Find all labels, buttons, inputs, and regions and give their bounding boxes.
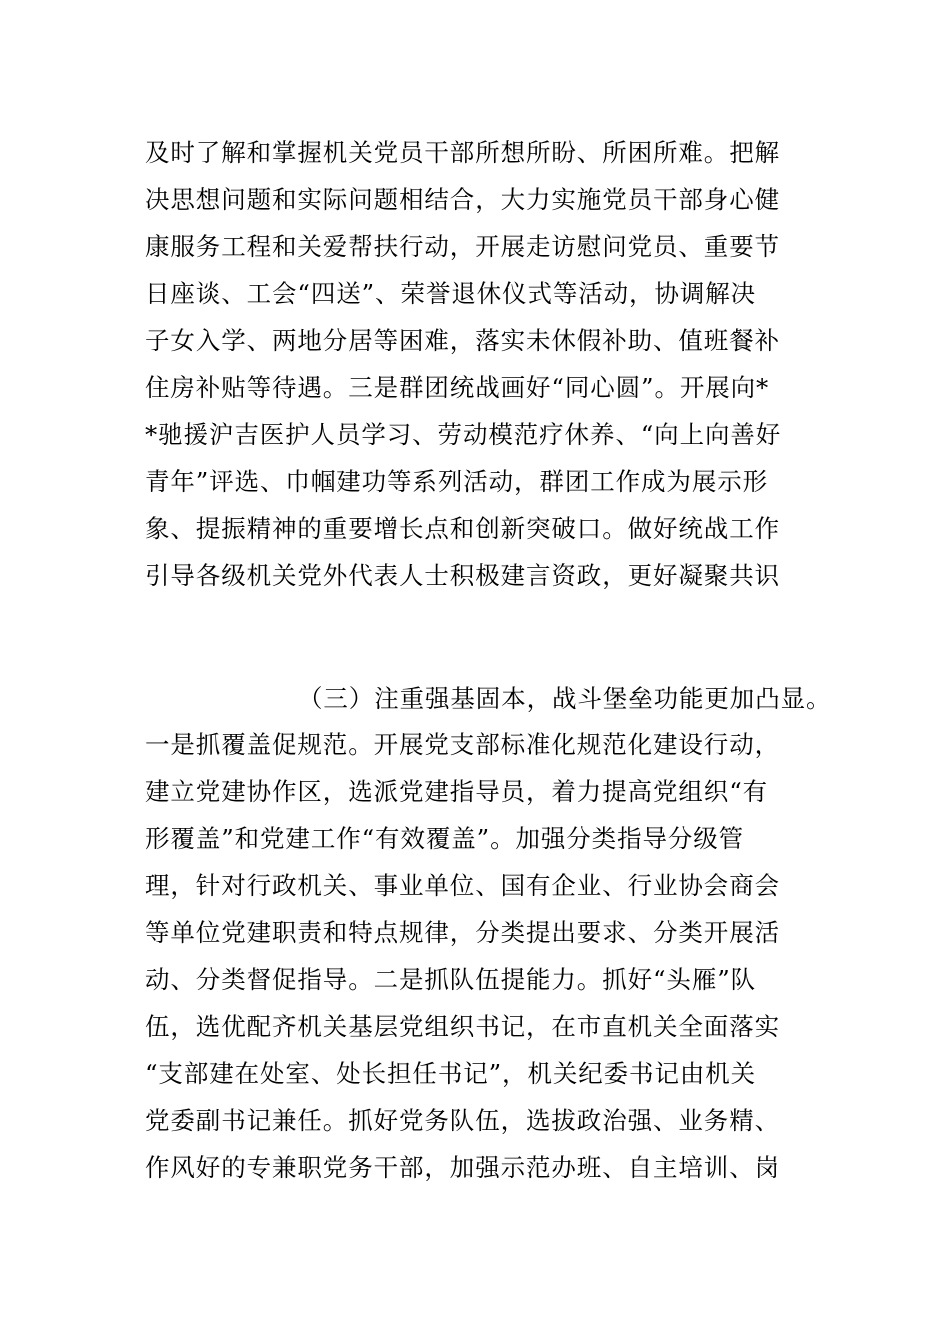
paragraph-2-line-5: 等单位党建职责和特点规律，分类提出要求、分类开展活 xyxy=(145,918,780,947)
paragraph-1-line-8: 青年”评选、巾帼建功等系列活动，群团工作成为展示形 xyxy=(145,467,769,496)
paragraph-2-line-9: 党委副书记兼任。抓好党务队伍，选拔政治强、业务精、 xyxy=(145,1106,780,1135)
paragraph-1-line-1: 及时了解和掌握机关党员干部所想所盼、所困所难。把解 xyxy=(145,138,780,167)
paragraph-2-line-4: 理，针对行政机关、事业单位、国有企业、行业协会商会 xyxy=(145,871,780,900)
paragraph-1-line-5: 子女入学、两地分居等困难，落实未休假补助、值班餐补 xyxy=(145,326,780,355)
paragraph-1-line-10: 引导各级机关党外代表人士积极建言资政，更好凝聚共识 xyxy=(145,561,780,590)
paragraph-1-line-9: 象、提振精神的重要增长点和创新突破口。做好统战工作 xyxy=(145,514,780,543)
paragraph-2-line-1: 一是抓覆盖促规范。开展党支部标准化规范化建设行动， xyxy=(145,730,780,759)
paragraph-2-line-2: 建立党建协作区，选派党建指导员，着力提高党组织“有 xyxy=(145,777,769,806)
paragraph-2-line-10: 作风好的专兼职党务干部，加强示范办班、自主培训、岗 xyxy=(145,1153,780,1182)
paragraph-2-line-3: 形覆盖”和党建工作“有效覆盖”。加强分类指导分级管 xyxy=(145,824,745,853)
section-heading: （三）注重强基固本，战斗堡垒功能更加凸显。 xyxy=(298,684,832,713)
paragraph-1-line-2: 决思想问题和实际问题相结合，大力实施党员干部身心健 xyxy=(145,185,780,214)
paragraph-2-line-7: 伍，选优配齐机关基层党组织书记，在市直机关全面落实 xyxy=(145,1012,780,1041)
paragraph-1-line-4: 日座谈、工会“四送”、荣誉退休仪式等活动，协调解决 xyxy=(145,279,757,308)
paragraph-2-line-6: 动、分类督促指导。二是抓队伍提能力。抓好“头雁”队 xyxy=(145,965,757,994)
paragraph-1-line-6: 住房补贴等待遇。三是群团统战画好“同心圆”。开展向* xyxy=(145,373,770,402)
paragraph-1-line-3: 康服务工程和关爱帮扶行动，开展走访慰问党员、重要节 xyxy=(145,232,780,261)
paragraph-1-line-7: *驰援沪吉医护人员学习、劳动模范疗休养、“向上向善好 xyxy=(145,420,782,449)
paragraph-2-line-8: “支部建在处室、处长担任书记”，机关纪委书记由机关 xyxy=(145,1059,757,1088)
